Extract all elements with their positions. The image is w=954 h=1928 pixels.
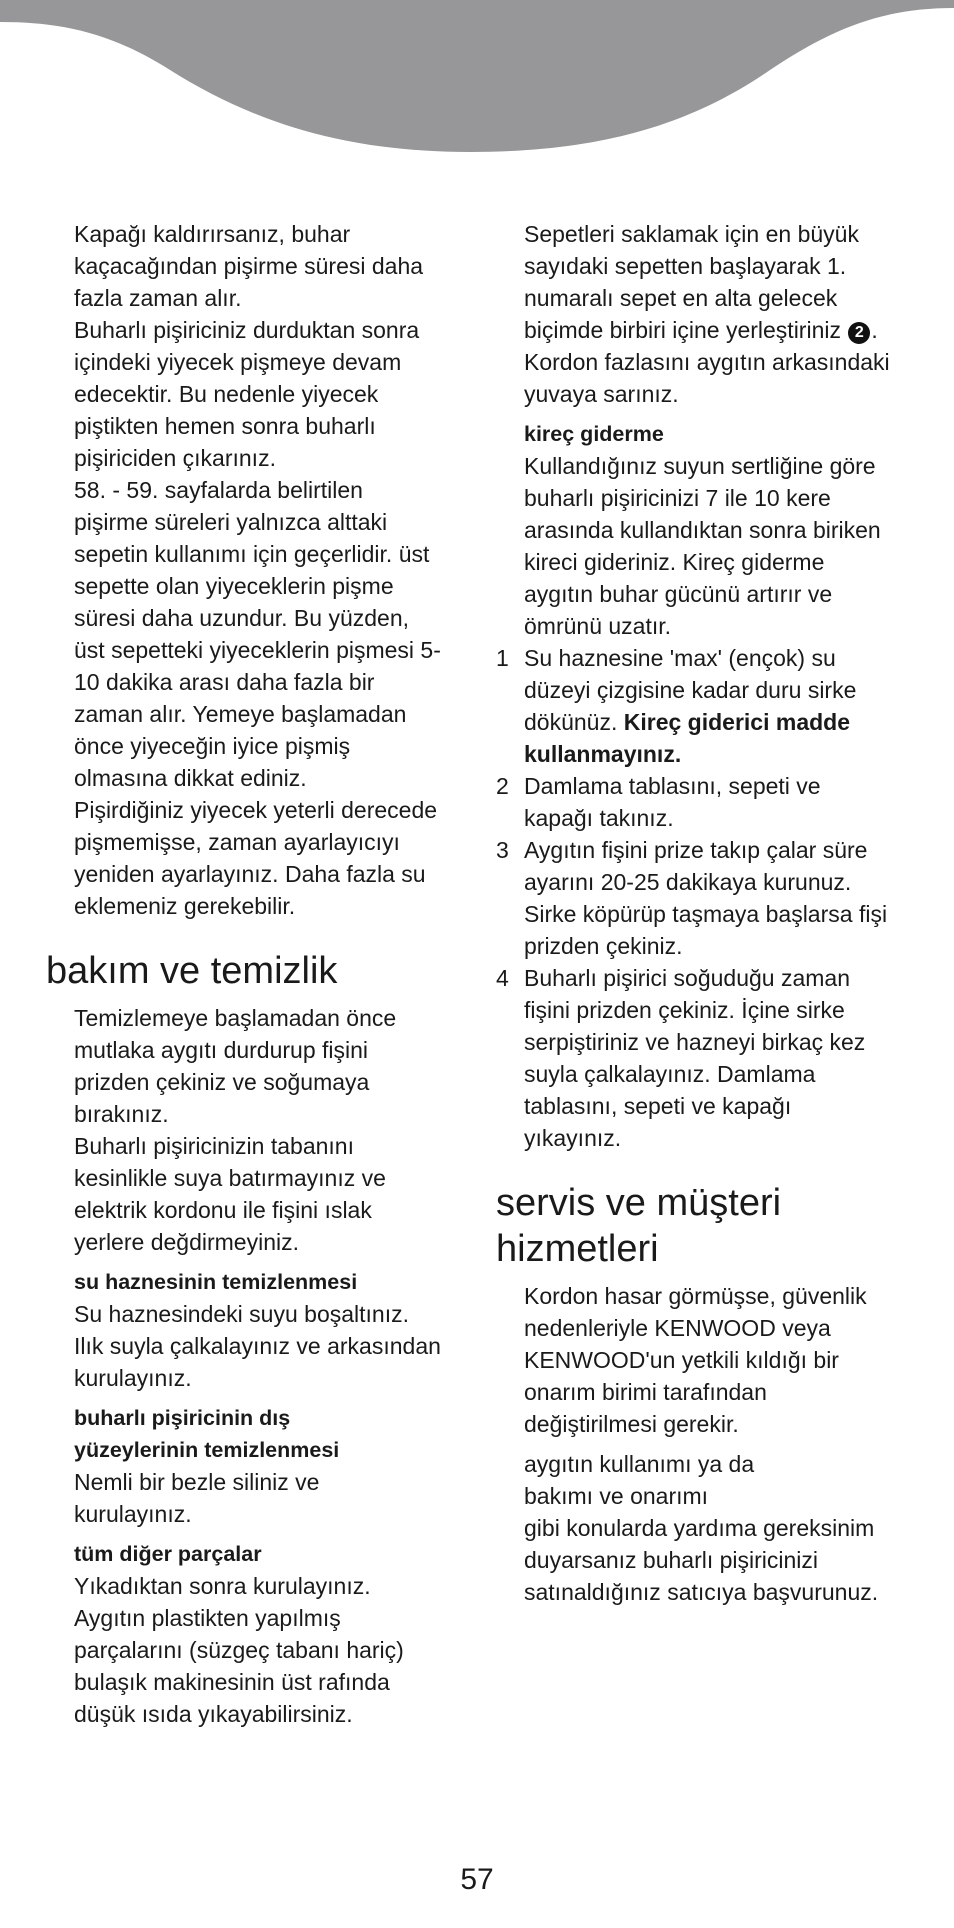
outer-surface-text: Nemli bir bezle siliniz ve kurulayınız. — [74, 1469, 320, 1527]
step-text: Su haznesine 'max' (ençok) su düzeyi çizgisine kadar duru sirke dökünüz. — [524, 645, 857, 735]
figure-reference-badge: 2 — [848, 322, 870, 344]
water-tank-text: Su haznesindeki suyu boşaltınız. Ilık suyla çalkalayınız ve arkasından kurulayınız. — [74, 1301, 441, 1391]
descaling-step — [496, 834, 916, 962]
page-number: 57 — [460, 1863, 494, 1896]
outer-surface-heading: buharlı pişiricinin dış yüzeylerinin temizlenmesi — [74, 1406, 340, 1462]
water-tank-heading: su haznesinin temizlenmesi — [74, 1270, 358, 1294]
step-text: Aygıtın fişini prize takıp çalar süre ayarını 20-25 dakikaya kurunuz. Sirke köpürüp taşmaya başlarsa fişi prizden çekiniz. — [524, 837, 888, 959]
service-paragraph-2: aygıtın kullanımı ya da bakımı ve onarımı gibi konularda yardıma gereksinim duyarsanız buharlı pişiricinizi satınaldığınız satıcıya başvurunuz. — [524, 1451, 879, 1605]
section-title-care-cleaning: bakım ve temizlik — [46, 950, 338, 992]
intro-paragraph: Kapağı kaldırırsanız, buhar kaçacağından pişirme süresi daha fazla zaman alır. Buharlı pişiriciniz durduktan sonra içindeki yiyecek pişmeye devam edecektir. Bu nedenle yiyecek piştikten hemen sonra buharlı pişiriciden çıkarınız. 58. - 59. sayfalarda belirtilen pişirme süreleri yalnızca alttaki sepetin kullanımı için geçerlidir. üst sepette olan yiyeceklerin pişme süresi daha uzundur. Bu yüzden, üst sepetteki yiyeceklerin pişmesi 5- 10 dakika arası daha fazla bir zaman alır. Yemeye başlamadan önce yiyeceğin iyice pişmiş olmasına dikkat ediniz. Pişirdiğiniz yiyecek yeterli derecede pişmemişse, zaman ayarlayıcıyı yeniden ayarlayınız. Daha fazla su eklemeniz gerekebilir. — [74, 221, 441, 919]
storage-text-part-2: . Kordon fazlasını aygıtın arkasındaki yuvaya sarınız. — [524, 317, 890, 407]
step-text: Buharlı pişirici soğuduğu zaman fişini prizden çekiniz. İçine sirke serpiştiriniz ve hazneyi birkaç kez suyla çalkalayınız. Damlama tablasını, sepeti ve kapağı yıkayınız. — [524, 965, 866, 1151]
step-text: Damlama tablasını, sepeti ve kapağı takınız. — [524, 773, 821, 831]
step-warning-text: Kireç giderici madde kullanmayınız. — [524, 709, 850, 767]
descaling-text: Kullandığınız suyun sertliğine göre buharlı pişiricinizi 7 ile 10 kere arasında kullandıktan sonra biriken kireci gideriniz. Kireç giderme aygıtın buhar gücünü artırır ve ömrünü uzatır. — [524, 453, 881, 639]
right-column — [496, 218, 916, 1608]
other-parts-text: Yıkadıktan sonra kurulayınız. Aygıtın plastikten yapılmış parçalarını (süzgeç tabanı hariç) bulaşık makinesinin üst rafında düşük ısıda yıkayabilirsiniz. — [74, 1573, 404, 1727]
descaling-step — [496, 962, 916, 1154]
step-number: 4 — [496, 965, 509, 991]
header-wave-shape — [0, 0, 954, 152]
left-column — [46, 218, 466, 1730]
service-paragraph-1: Kordon hasar görmüşse, güvenlik nedenleriyle KENWOOD veya KENWOOD'un yetkili kıldığı bir onarım birimi tarafından değiştirilmesi gerekir. — [524, 1283, 867, 1437]
header-wave-decoration — [0, 0, 954, 160]
storage-paragraph — [496, 218, 916, 410]
step-number: 2 — [496, 773, 509, 799]
step-number: 3 — [496, 837, 509, 863]
cleaning-intro-paragraph: Temizlemeye başlamadan önce mutlaka aygıtı durdurup fişini prizden çekiniz ve soğumaya bırakınız. Buharlı pişiricinizin tabanını kesinlikle suya batırmayınız ve elektrik kordonu ile fişini ıslak yerlere değdirmeyiniz. — [74, 1005, 397, 1255]
step-number: 1 — [496, 645, 509, 671]
descaling-step — [496, 770, 916, 834]
storage-text-part-1: Sepetleri saklamak için en büyük sayıdaki sepetten başlayarak 1. numaralı sepet en alta gelecek biçimde birbiri içine yerleştiriniz — [524, 221, 859, 343]
other-parts-heading: tüm diğer parçalar — [74, 1542, 262, 1566]
section-title-service: servis ve müşteri hizmetleri — [496, 1182, 782, 1270]
descaling-heading: kireç giderme — [524, 422, 664, 446]
descaling-step — [496, 642, 916, 770]
